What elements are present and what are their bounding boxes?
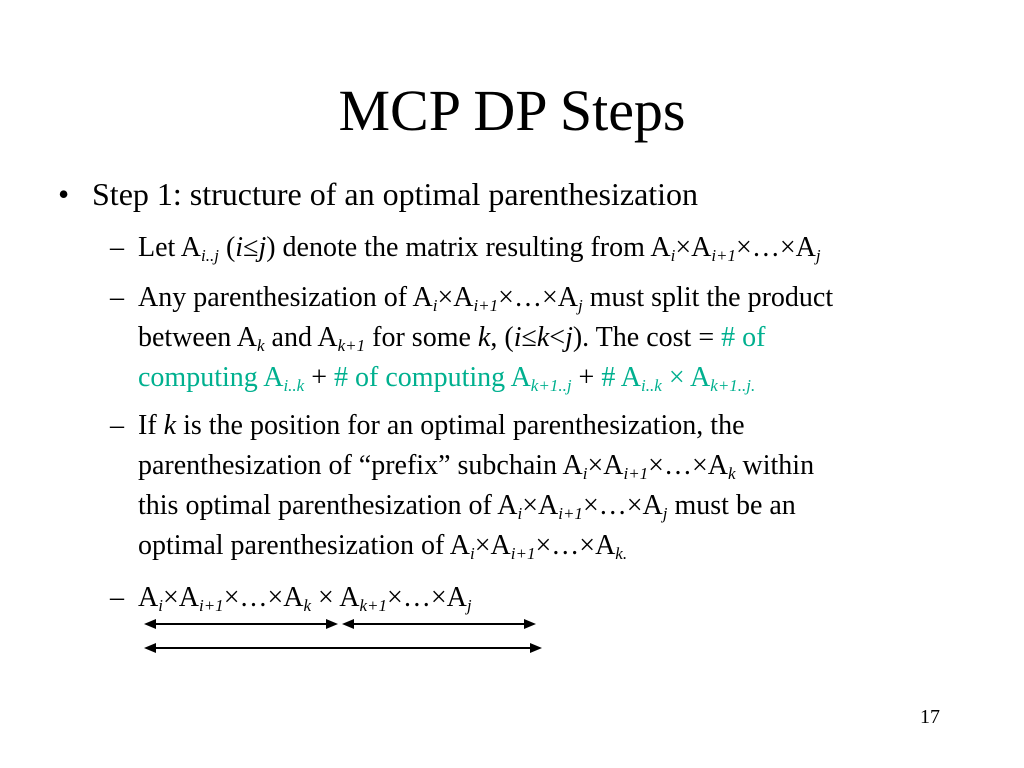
- sub-bullet-3-line-1: If k is the position for an optimal parenthesization, the: [138, 410, 745, 441]
- sub-bullet-3-line-2: parenthesization of “prefix” subchain $A_i\times A_{i+1}\times\dots\times A_k$ within: [138, 450, 815, 483]
- dash-mark: –: [110, 282, 124, 313]
- page-number: 17: [920, 706, 940, 728]
- dash-mark: –: [110, 582, 124, 613]
- sub-bullet-1-line: Let $A_{i..j}$ (i≤j) denote the matrix resulting from $A_i\times A_{i+1}\times\dots\times A_j$: [138, 232, 821, 265]
- suffix-span-arrow: [342, 619, 536, 629]
- full-span-arrow: [144, 643, 542, 653]
- dash-mark: –: [110, 232, 124, 263]
- prefix-span-arrow: [144, 619, 338, 629]
- sub-bullet-2-line-2: between $A_k$ and $A_{k+1}$ for some k, (i≤k<j). The cost = # of: [138, 322, 766, 355]
- bullet-text: Step 1: structure of an optimal parenthesization: [92, 176, 699, 212]
- slide-title: MCP DP Steps: [338, 78, 686, 143]
- sub-bullet-2-line-3: computing $A_{i..k}$ + # of computing $A_{k+1..j}$ + # $A_{i..k} \times A_{k+1..j.}$: [138, 362, 756, 395]
- bullet-mark: •: [58, 176, 70, 212]
- sub-bullet-3-line-4: optimal parenthesization of $A_i\times A_{i+1}\times\dots\times A_{k.}$: [138, 530, 628, 563]
- sub-bullet-4-line: $A_i\times A_{i+1}\times\dots\times A_k$ × $A_{k+1}\times\dots\times A_j$: [138, 582, 472, 615]
- dash-mark: –: [110, 410, 124, 441]
- sub-bullet-2-line-1: Any parenthesization of $A_i\times A_{i+1}\times\dots\times A_j$ must split the product: [138, 282, 834, 315]
- sub-bullet-3-line-3: this optimal parenthesization of $A_i\times A_{i+1}\times\dots\times A_j$ must be an: [138, 490, 796, 523]
